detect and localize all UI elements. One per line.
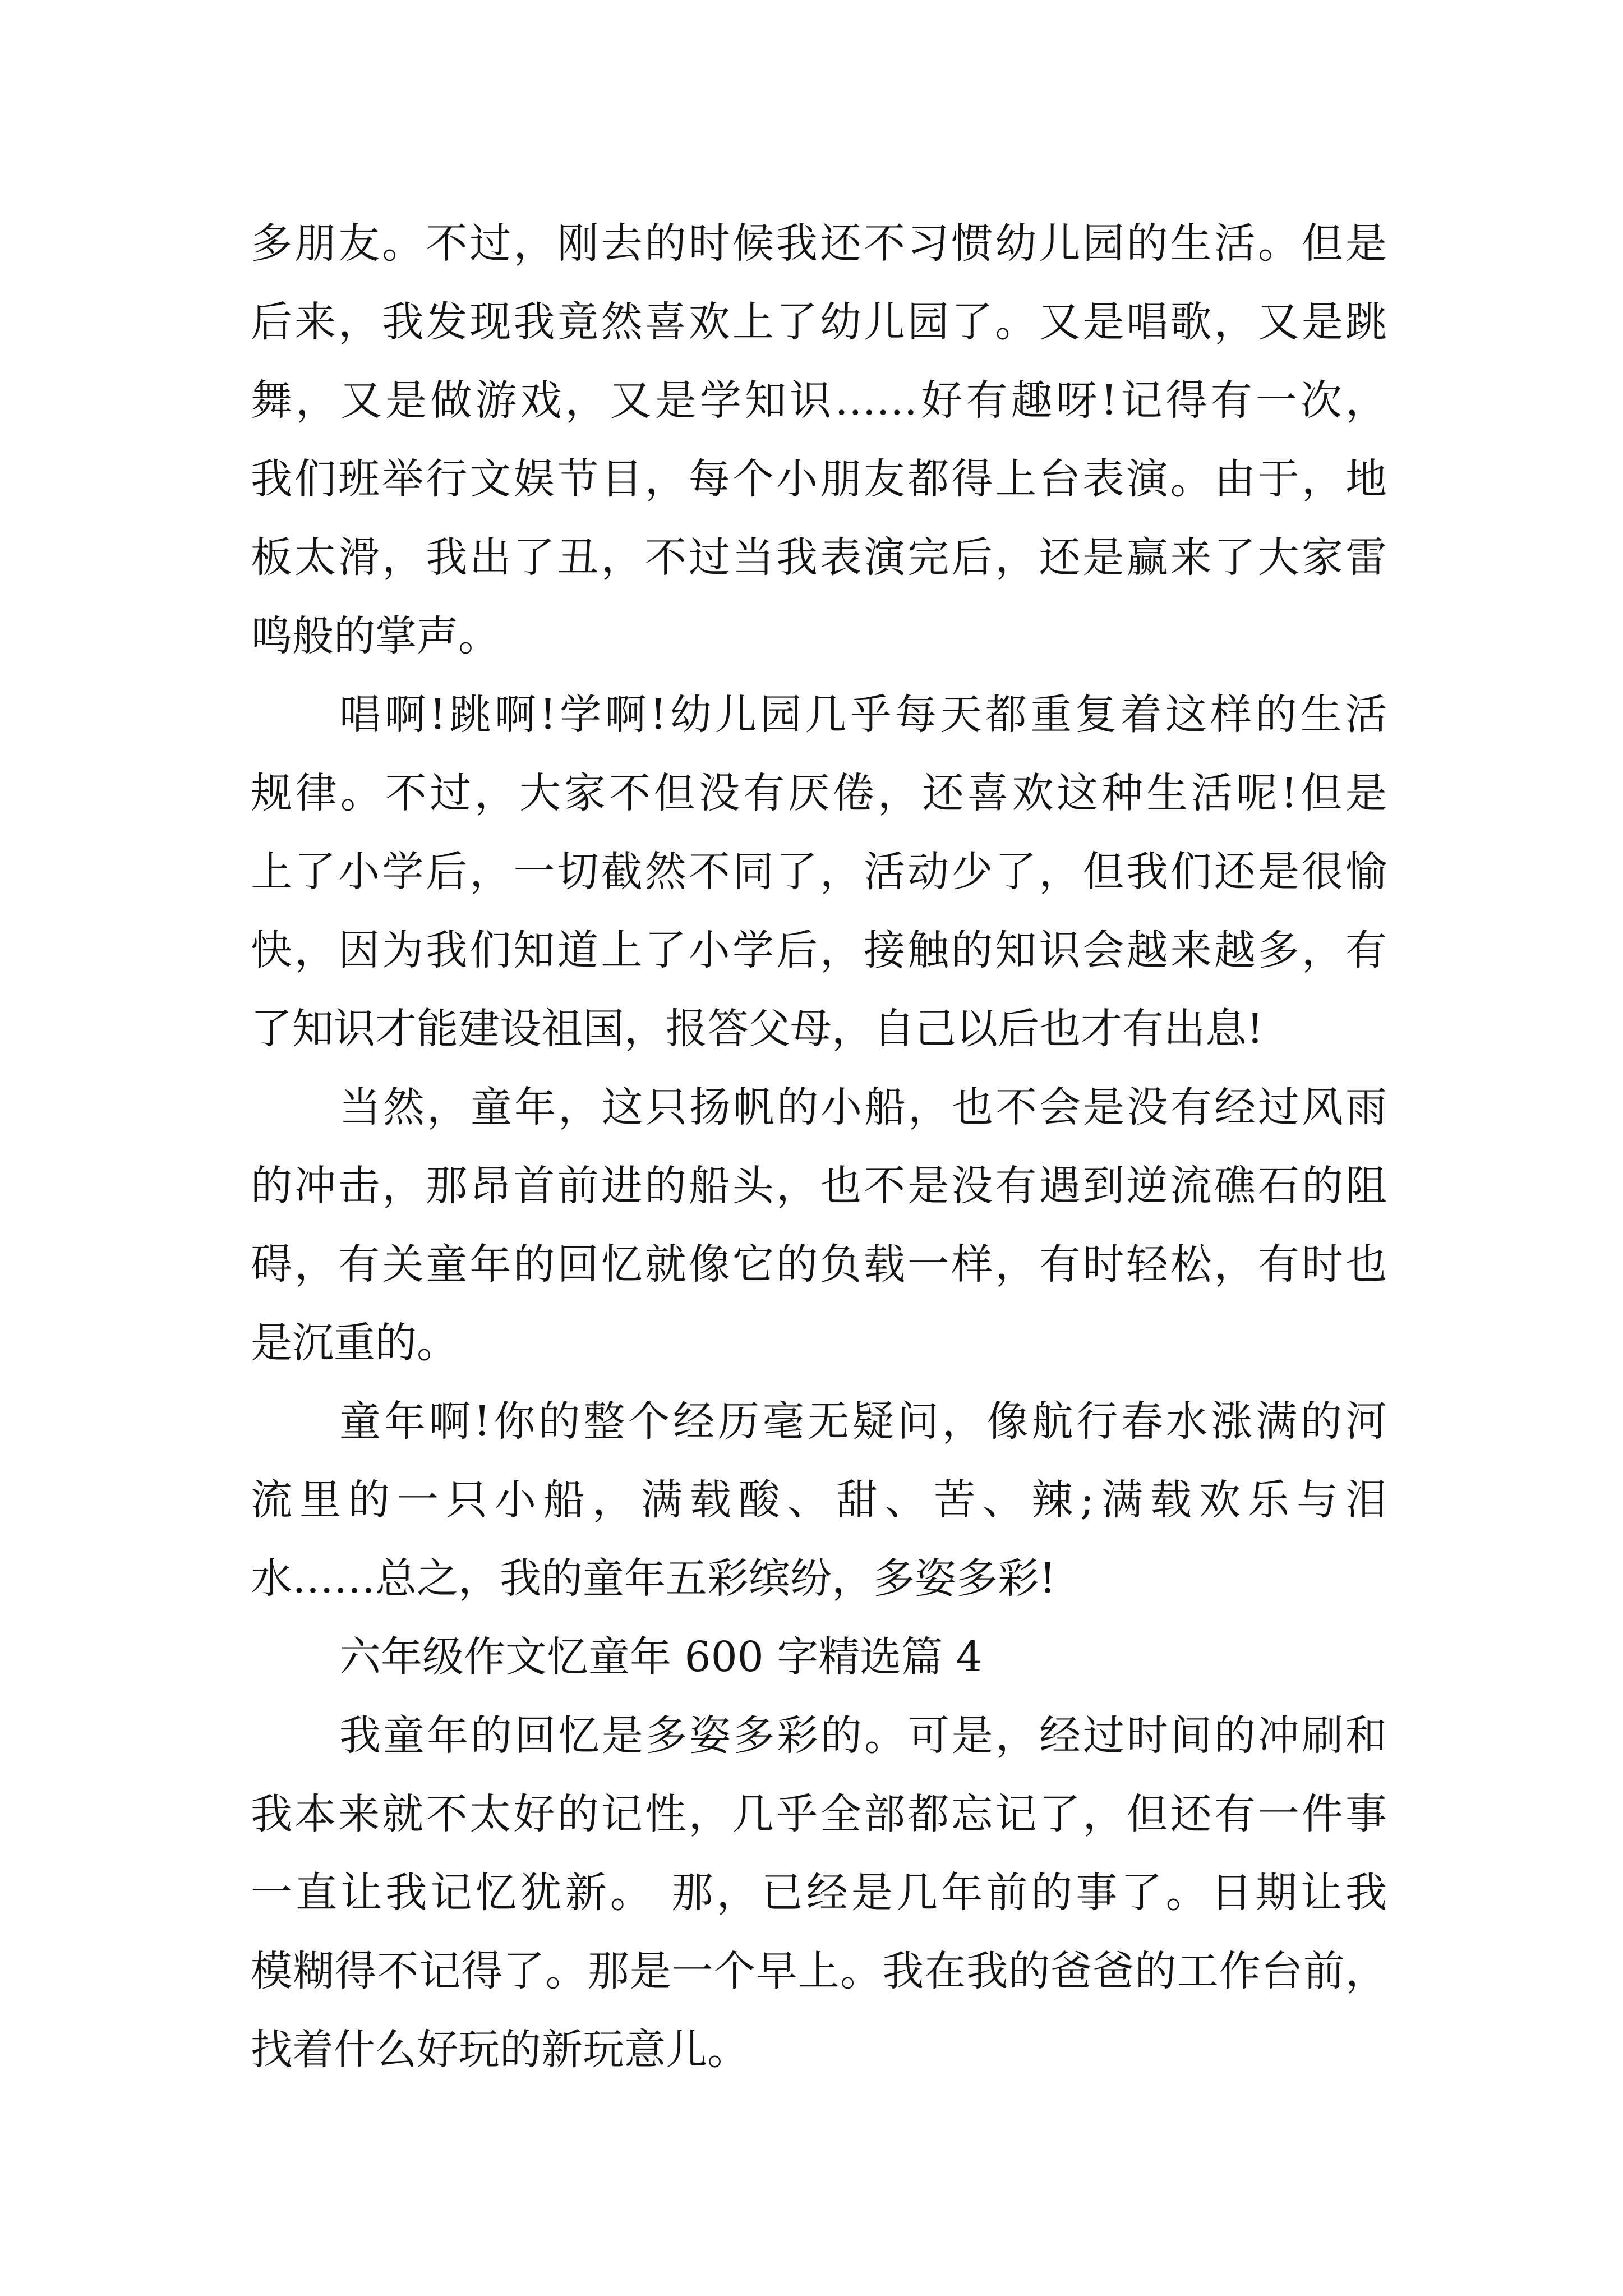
text-line: 唱啊!跳啊!学啊!幼儿园几乎每天都重复着这样的生活 — [339, 691, 1387, 739]
text-line: 舞，又是做游戏，又是学知识……好有趣呀!记得有一次， — [251, 376, 1387, 425]
text-line: 是沉重的。 — [251, 1319, 458, 1367]
document-body — [251, 204, 1387, 2089]
text-line: 规律。不过，大家不但没有厌倦，还喜欢这种生活呢!但是 — [251, 769, 1387, 817]
text-line: 鸣般的掌声。 — [251, 612, 500, 660]
text-line: 了知识才能建设祖国，报答父母，自己以后也才有出息! — [251, 1005, 1264, 1053]
text-line: 快，因为我们知道上了小学后，接触的知识会越来越多，有 — [251, 926, 1387, 974]
text-line: 模糊得不记得了。那是一个早上。我在我的爸爸的工作台前， — [251, 1947, 1387, 1995]
text-line: 童年啊!你的整个经历毫无疑问，像航行春水涨满的河 — [339, 1397, 1387, 1446]
text-line: 我们班举行文娱节目，每个小朋友都得上台表演。由于，地 — [251, 455, 1387, 503]
text-line: 碍，有关童年的回忆就像它的负载一样，有时轻松，有时也 — [251, 1240, 1387, 1289]
text-line: 找着什么好玩的新玩意儿。 — [251, 2026, 749, 2074]
text-line: 我本来就不太好的记性，几乎全部都忘记了，但还有一件事 — [251, 1790, 1387, 1838]
text-line: 当然，童年，这只扬帆的小船，也不会是没有经过风雨 — [339, 1083, 1387, 1131]
text-line: 的冲击，那昂首前进的船头，也不是没有遇到逆流礁石的阻 — [251, 1162, 1387, 1210]
text-line: 上了小学后，一切截然不同了，活动少了，但我们还是很愉 — [251, 848, 1387, 896]
paragraph — [251, 675, 1387, 1068]
paragraph — [251, 204, 1387, 675]
section-heading: 六年级作文忆童年 600 字精选篇 4 — [339, 1633, 983, 1681]
text-line: 我童年的回忆是多姿多彩的。可是，经过时间的冲刷和 — [339, 1711, 1387, 1760]
text-line: 后来，我发现我竟然喜欢上了幼儿园了。又是唱歌，又是跳 — [251, 298, 1387, 346]
text-line: 一直让我记忆犹新。 那，已经是几年前的事了。日期让我 — [251, 1869, 1387, 1917]
paragraph — [251, 1382, 1387, 1618]
paragraph — [251, 1068, 1387, 1382]
paragraph — [251, 1696, 1387, 2089]
text-line: 流里的一只小船，满载酸、甜、苦、辣;满载欢乐与泪 — [251, 1476, 1387, 1524]
text-line: 水……总之，我的童年五彩缤纷，多姿多彩! — [251, 1554, 1056, 1603]
text-line: 多朋友。不过，刚去的时候我还不习惯幼儿园的生活。但是 — [251, 219, 1387, 268]
text-line: 板太滑，我出了丑，不过当我表演完后，还是赢来了大家雷 — [251, 533, 1387, 582]
